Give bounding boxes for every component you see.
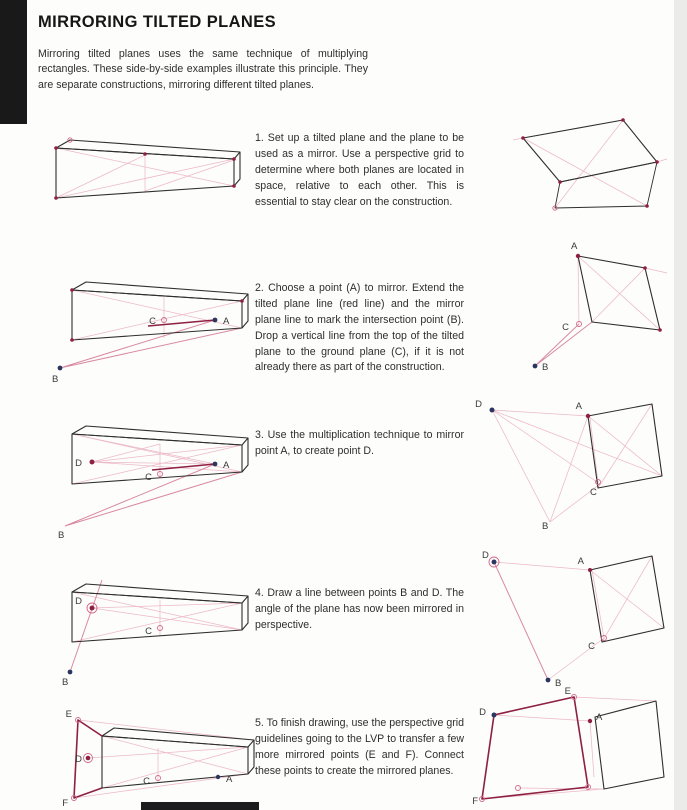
point-B-dot (533, 364, 538, 369)
point-A-dot (588, 568, 592, 572)
point-label-A: A (223, 460, 230, 471)
corner-dot (658, 328, 662, 332)
point-label-C: C (149, 316, 156, 327)
point-D-dot (86, 756, 91, 761)
construction-lines (535, 256, 667, 366)
point-A-dot (213, 462, 218, 467)
point-label-B: B (52, 374, 59, 385)
point-A-dot (588, 719, 592, 723)
point-label-A: A (226, 774, 233, 785)
intro-paragraph: Mirroring tilted planes uses the same technique of multiplying rectangles. These side-by-side examples illustrate this principle. They are separate constructions, mirroring different tilted planes. (38, 48, 368, 91)
point-label-A: A (577, 556, 584, 567)
mirrored-plane-outline (482, 697, 588, 799)
point-label-D: D (475, 399, 482, 410)
step-3-text: 3. Use the multiplication technique to mirror point A, to create point D. (255, 429, 464, 457)
construction-lines (492, 404, 662, 522)
corner-dot (240, 299, 244, 303)
construction-lines (60, 290, 242, 368)
page-corner-strip (0, 0, 27, 124)
point-label-C: C (145, 472, 152, 483)
step-4-text: 4. Draw a line between points B and D. The angle of the plane has now been mirrored in perspective. (255, 587, 464, 631)
corner-dot (54, 146, 58, 150)
line-B-D (494, 562, 548, 680)
point-label-F: F (62, 798, 68, 809)
point-label-A: A (571, 241, 578, 252)
slab-outline (56, 140, 240, 198)
point-label-C: C (145, 626, 152, 637)
diagram-step5-left (40, 692, 255, 810)
diagram-step1-right (505, 112, 670, 217)
tilted-plane-outline (595, 701, 664, 789)
diagram-step2-left (40, 252, 255, 395)
point-label-A: A (575, 401, 582, 412)
point-label-C: C (143, 776, 150, 787)
point-label-D: D (479, 707, 486, 718)
corner-dot (645, 204, 649, 208)
corner-dot (143, 152, 147, 156)
corner-dot (232, 184, 236, 188)
diagram-step3-right (470, 398, 670, 538)
point-D-dot (490, 408, 495, 413)
point-B-dot (58, 366, 63, 371)
point-label-D: D (75, 754, 82, 765)
point-label-F: F (472, 796, 478, 807)
slab-outline (72, 282, 248, 340)
point-label-E: E (65, 709, 72, 720)
corner-dot (655, 160, 659, 164)
corner-dot (558, 180, 562, 184)
page-edge (674, 0, 687, 810)
point-D-dot (492, 560, 497, 565)
point-D-dot (90, 460, 95, 465)
point-label-B: B (58, 530, 65, 541)
step-1-text: 1. Set up a tilted plane and the plane to be used as a mirror. Use a perspective grid to determine where both planes are located in space, relative to each other. This is essential to stay clear on the construction. (255, 132, 464, 208)
corner-dot (643, 266, 647, 270)
point-label-B: B (555, 678, 562, 689)
point-label-D: D (75, 458, 82, 469)
corner-dot (521, 136, 525, 140)
point-A-dot (576, 254, 580, 258)
point-label-B: B (62, 677, 69, 688)
point-label-E: E (564, 686, 571, 697)
corner-dot (70, 288, 74, 292)
point-label-C: C (588, 641, 595, 652)
construction-lines (494, 556, 664, 680)
corner-dot (54, 196, 58, 200)
point-B-dot (546, 678, 551, 683)
step-2-text: 2. Choose a point (A) to mirror. Extend the tilted plane line (red line) and the mirror plane line to mark the intersection point (B). Drop a vertical line from the top of the tilted plane to the ground plane (C), if it is not already there as part of the construction. (255, 282, 464, 374)
diagram-step1-left (42, 116, 242, 229)
point-label-C: C (562, 322, 569, 333)
point-label-D: D (75, 596, 82, 607)
diagram-step5-right (470, 685, 670, 810)
point-A-dot (586, 414, 590, 418)
construction-lines (74, 720, 254, 798)
point-label-C: C (590, 487, 597, 498)
step-5-text: 5. To finish drawing, use the perspective grid guidelines going to the LVP to transfer a few more mirrored points (E and F). Connect these points to create the mirrored planes. (255, 717, 464, 777)
point-label-A: A (596, 712, 603, 723)
diagram-step2-right (505, 238, 670, 391)
construction-lines (513, 120, 667, 208)
point-A-dot (216, 775, 220, 779)
point-label-B: B (542, 362, 549, 373)
construction-lines (65, 434, 242, 526)
point-label-A: A (223, 316, 230, 327)
page-title: MIRRORING TILTED PLANES (38, 13, 277, 31)
point-A-dot (213, 318, 218, 323)
corner-dot (70, 338, 74, 342)
point-B-dot (68, 670, 73, 675)
point-D-dot (90, 606, 95, 611)
diagram-step4-right (480, 548, 670, 695)
point-label-D: D (482, 550, 489, 561)
tilted-plane-outline (523, 120, 657, 208)
corner-dot (621, 118, 625, 122)
point-label-B: B (542, 521, 549, 532)
diagram-step4-left (40, 552, 255, 702)
corner-dot (232, 157, 236, 161)
diagram-step3-left (40, 402, 255, 549)
point-D-dot (492, 713, 497, 718)
